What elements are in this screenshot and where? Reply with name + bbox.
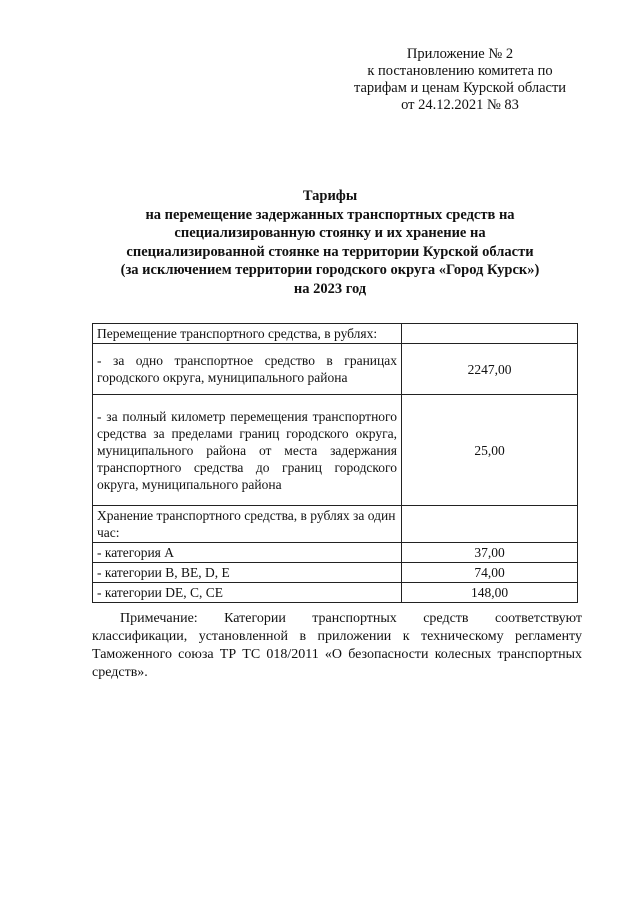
row-description: - категории DE, C, CE bbox=[93, 583, 402, 603]
table-row bbox=[93, 506, 578, 543]
footnote: Примечание: Категории транспортных средств соответствуют классификации, установленной в приложении к техническому регламенту Таможенного союза ТР ТС 018/2011 «О безопасности колесных транспортных средств». bbox=[92, 611, 582, 680]
title-line: на 2023 год bbox=[293, 280, 367, 297]
row-description: - категория А bbox=[93, 543, 402, 563]
row-description: - категории B, BE, D, E bbox=[93, 563, 402, 583]
title-line: специализированную стоянку и их хранение на bbox=[174, 225, 486, 241]
table-row bbox=[93, 543, 578, 563]
tariffs-table bbox=[92, 323, 578, 603]
title-line: специализированной стоянке на территории Курской области bbox=[126, 243, 534, 260]
row-description: - за одно транспортное средство в границах городского округа, муниципального района bbox=[93, 344, 402, 395]
annex-ref-line: к постановлению комитета по bbox=[367, 63, 553, 79]
table-row bbox=[93, 563, 578, 583]
annex-number: Приложение № 2 bbox=[406, 46, 514, 62]
table-row bbox=[93, 395, 578, 506]
row-value bbox=[402, 506, 578, 543]
row-value: 25,00 bbox=[402, 395, 578, 506]
annex-header bbox=[330, 46, 590, 114]
row-value bbox=[402, 324, 578, 344]
row-value: 2247,00 bbox=[402, 344, 578, 395]
row-description: - за полный километр перемещения транспортного средства за пределами границ городского округа, муниципального района от места задержания транспортного средства до границ городского округа, муниципального района bbox=[93, 395, 402, 506]
annex-ref-line: тарифам и ценам Курской области bbox=[353, 80, 567, 96]
row-value: 37,00 bbox=[402, 543, 578, 563]
title-line: на перемещение задержанных транспортных средств на bbox=[145, 206, 515, 223]
title-line: (за исключением территории городского округа «Город Курск») bbox=[120, 262, 540, 278]
row-value: 74,00 bbox=[402, 563, 578, 583]
row-description: Перемещение транспортного средства, в рублях: bbox=[93, 324, 402, 344]
table-row bbox=[93, 324, 578, 344]
table-row bbox=[93, 583, 578, 603]
annex-date: от 24.12.2021 № 83 bbox=[401, 97, 519, 113]
row-value: 148,00 bbox=[402, 583, 578, 603]
row-description: Хранение транспортного средства, в рублях за один час: bbox=[93, 506, 402, 543]
document-title bbox=[100, 187, 560, 298]
title-line: Тарифы bbox=[302, 188, 358, 204]
table-row bbox=[93, 344, 578, 395]
